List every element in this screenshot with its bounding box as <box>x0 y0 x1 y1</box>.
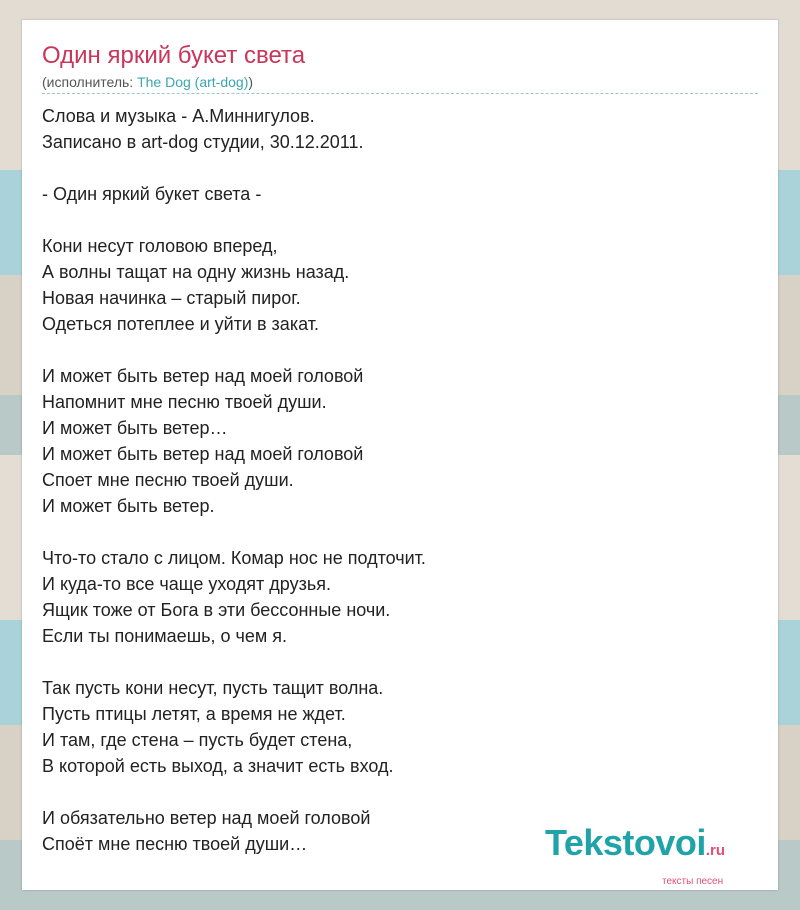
lyrics-line: Напомнит мне песню твоей души. <box>42 392 327 412</box>
lyrics-text <box>42 103 758 857</box>
lyrics-line <box>42 779 758 805</box>
lyrics-line: Ящик тоже от Бога в эти бессонные ночи. <box>42 600 391 620</box>
lyrics-line: И может быть ветер… <box>42 418 228 438</box>
lyrics-line: Споёт мне песню твоей души… <box>42 834 308 854</box>
artist-prefix: (исполнитель: <box>42 74 138 90</box>
lyrics-line: Пусть птицы летят, а время не ждет. <box>42 704 346 724</box>
lyrics-line: А волны тащат на одну жизнь назад. <box>42 262 350 282</box>
lyrics-line: Одеться потеплее и уйти в закат. <box>42 314 319 334</box>
logo-domain-text: .ru <box>705 842 726 859</box>
lyrics-line <box>42 519 758 545</box>
lyrics-line: - Один яркий букет света - <box>42 184 262 204</box>
logo-brand-text: Tekstovoi <box>545 822 706 863</box>
lyrics-line <box>42 155 758 181</box>
lyrics-line <box>42 649 758 675</box>
lyrics-line: Что-то стало с лицом. Комар нос не подточит. <box>42 548 426 568</box>
lyrics-line <box>42 337 758 363</box>
lyrics-line: Записано в art-dog студии, 30.12.2011. <box>42 132 364 152</box>
lyrics-page <box>22 20 778 890</box>
lyrics-line: Споет мне песню твоей души. <box>42 470 294 490</box>
lyrics-line: Слова и музыка - А.Миннигулов. <box>42 106 315 126</box>
lyrics-line: Так пусть кони несут, пусть тащит волна. <box>42 678 384 698</box>
site-logo[interactable] <box>545 823 725 871</box>
title-divider <box>42 93 758 94</box>
lyrics-line: Если ты понимаешь, о чем я. <box>42 626 288 646</box>
lyrics-line <box>42 207 758 233</box>
lyrics-line: И может быть ветер. <box>42 496 215 516</box>
lyrics-line: И может быть ветер над моей головой <box>42 444 364 464</box>
artist-line <box>42 74 253 90</box>
lyrics-line: Новая начинка – старый пирог. <box>42 288 301 308</box>
lyrics-line: И куда-то все чаще уходят друзья. <box>42 574 331 594</box>
artist-link[interactable]: The Dog (art-dog) <box>137 74 249 90</box>
lyrics-line: И обязательно ветер над моей головой <box>42 808 371 828</box>
lyrics-line: В которой есть выход, а значит есть вход. <box>42 756 394 776</box>
song-title: Один яркий букет света <box>42 42 306 69</box>
lyrics-line: И там, где стена – пусть будет стена, <box>42 730 353 750</box>
lyrics-line: Кони несут головою вперед, <box>42 236 278 256</box>
logo-tagline: тексты песен <box>662 876 724 887</box>
artist-suffix: ) <box>248 74 254 90</box>
lyrics-line: И может быть ветер над моей головой <box>42 366 364 386</box>
